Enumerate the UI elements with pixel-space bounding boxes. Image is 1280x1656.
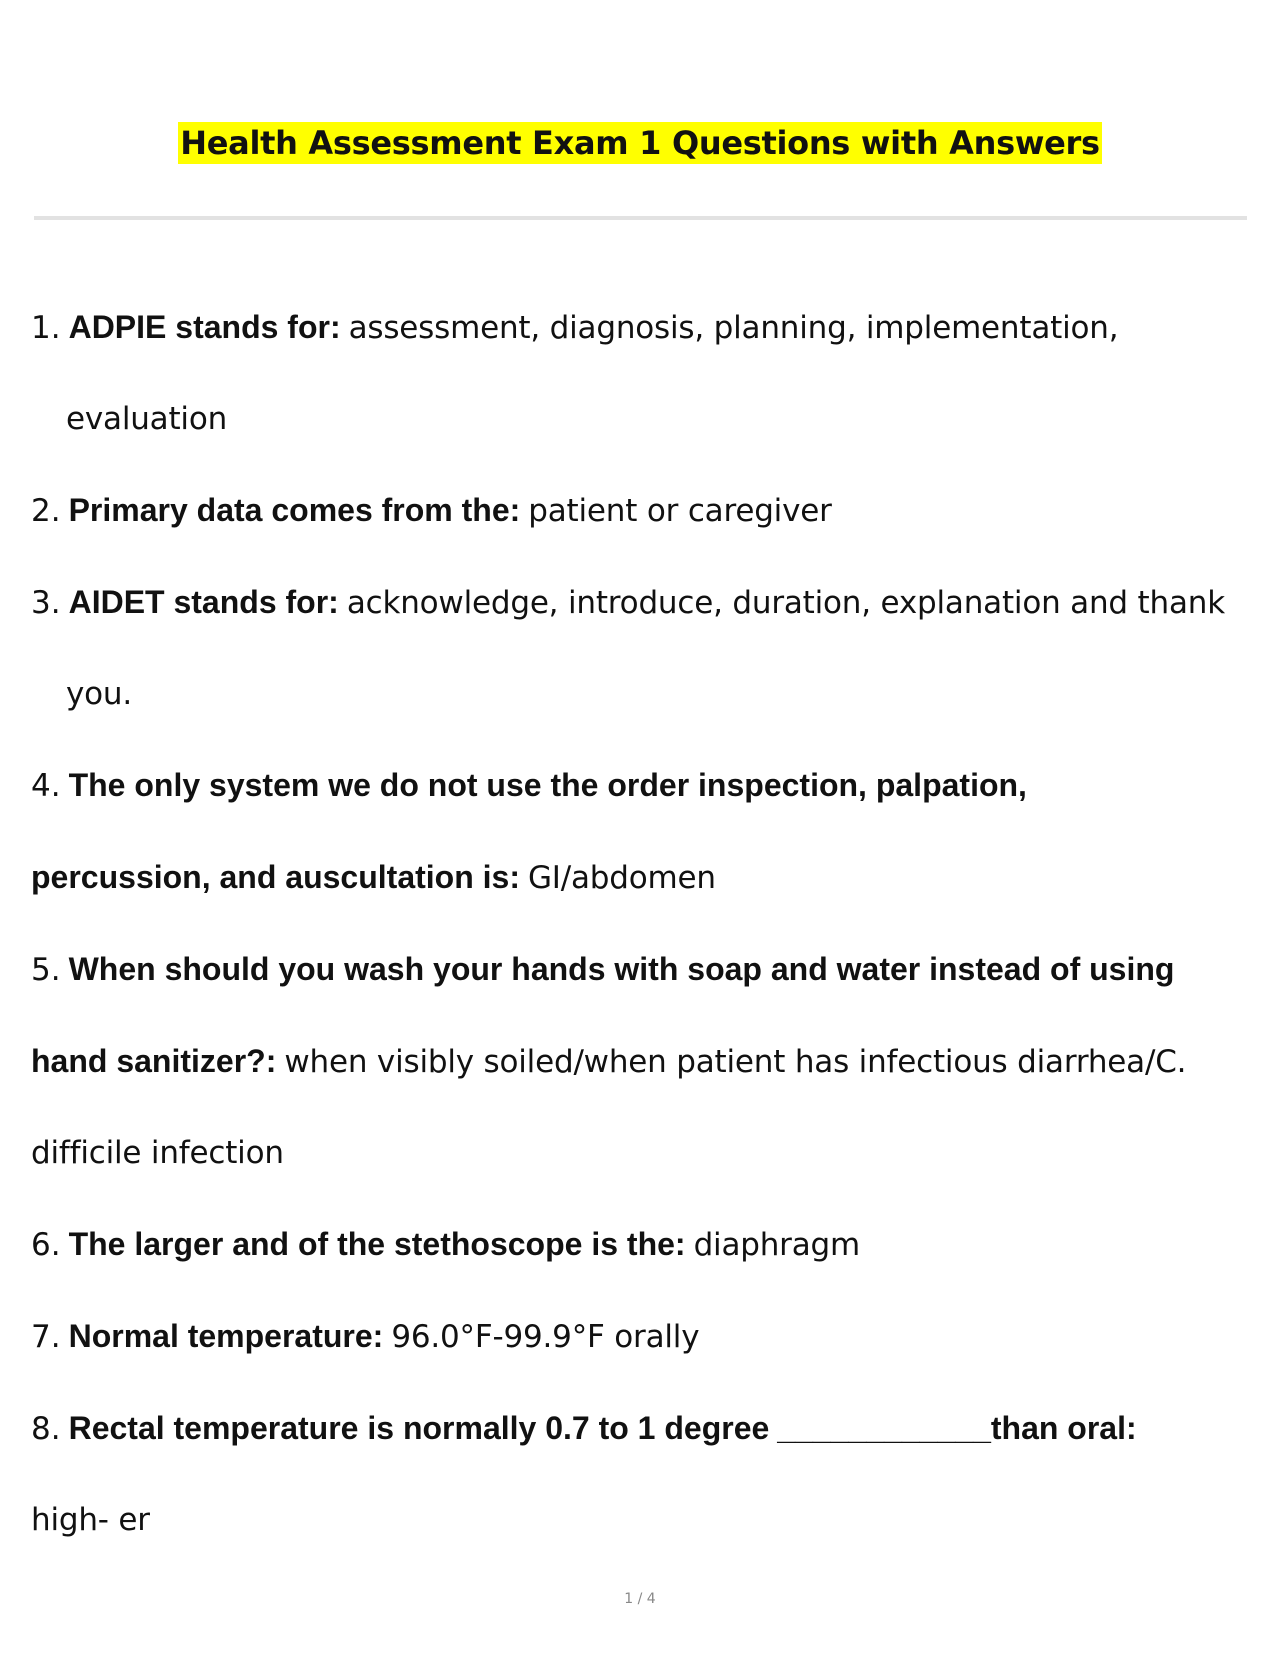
qa-item-4 — [31, 740, 1259, 924]
qa-line — [31, 1016, 1259, 1108]
qa-list — [31, 282, 1259, 1566]
qa-line — [31, 557, 1259, 649]
question-text: ADPIE stands for: — [68, 309, 341, 345]
question-text: Primary data comes from the: — [68, 492, 521, 528]
item-number: 5. — [31, 952, 61, 988]
answer-text: GI/abdomen — [527, 860, 716, 896]
page-title: Health Assessment Exam 1 Questions with Answers — [180, 124, 1100, 162]
qa-line — [31, 1383, 1259, 1475]
qa-item-5 — [31, 924, 1259, 1199]
qa-item-7 — [31, 1291, 1259, 1383]
qa-line — [31, 465, 1259, 557]
question-text: Rectal temperature is normally 0.7 to 1 degree — [68, 1410, 770, 1446]
qa-line — [31, 740, 1259, 832]
qa-line — [31, 1199, 1259, 1291]
page-indicator: 1 / 4 — [624, 1591, 656, 1607]
answer-text: high- er — [31, 1502, 150, 1538]
item-number: 2. — [31, 493, 61, 529]
item-number: 8. — [31, 1411, 61, 1447]
answer-text-continued: you. — [66, 676, 133, 712]
answer-text: patient or caregiver — [528, 493, 832, 529]
answer-text: assessment, diagnosis, planning, implementation, — [348, 310, 1119, 346]
qa-item-6 — [31, 1199, 1259, 1291]
question-text: AIDET stands for: — [68, 584, 339, 620]
question-text: The only system we do not use the order inspection, palpation, — [68, 767, 1027, 803]
qa-line — [31, 832, 1259, 924]
title-divider — [34, 216, 1247, 220]
question-text-continued: percussion, and auscultation is: — [31, 859, 520, 895]
qa-item-8 — [31, 1383, 1259, 1566]
question-text: The larger and of the stethoscope is the: — [68, 1226, 686, 1262]
qa-line — [31, 282, 1259, 374]
answer-text: when visibly soiled/when patient has infectious diarrhea/C. — [284, 1044, 1187, 1080]
question-text-continued: than oral: — [990, 1410, 1137, 1446]
question-text-continued: hand sanitizer?: — [31, 1043, 277, 1079]
item-number: 7. — [31, 1319, 61, 1355]
qa-item-1 — [31, 282, 1259, 465]
item-number: 6. — [31, 1227, 61, 1263]
item-number: 4. — [31, 768, 61, 804]
answer-text-continued: difficile infection — [31, 1135, 284, 1171]
qa-item-3 — [31, 557, 1259, 740]
qa-line — [31, 924, 1259, 1016]
item-number: 3. — [31, 585, 61, 621]
title-container — [0, 124, 1280, 162]
answer-text: 96.0°F-99.9°F orally — [391, 1319, 700, 1355]
answer-text: diaphragm — [693, 1227, 860, 1263]
fill-in-blank: ____________ — [777, 1410, 991, 1446]
qa-line — [31, 1291, 1259, 1383]
item-number: 1. — [31, 310, 61, 346]
question-text: When should you wash your hands with soap and water instead of using — [68, 951, 1175, 987]
answer-text: acknowledge, introduce, duration, explanation and thank — [346, 585, 1225, 621]
qa-item-2 — [31, 465, 1259, 557]
answer-text-continued: evaluation — [66, 401, 228, 437]
question-text: Normal temperature: — [68, 1318, 384, 1354]
